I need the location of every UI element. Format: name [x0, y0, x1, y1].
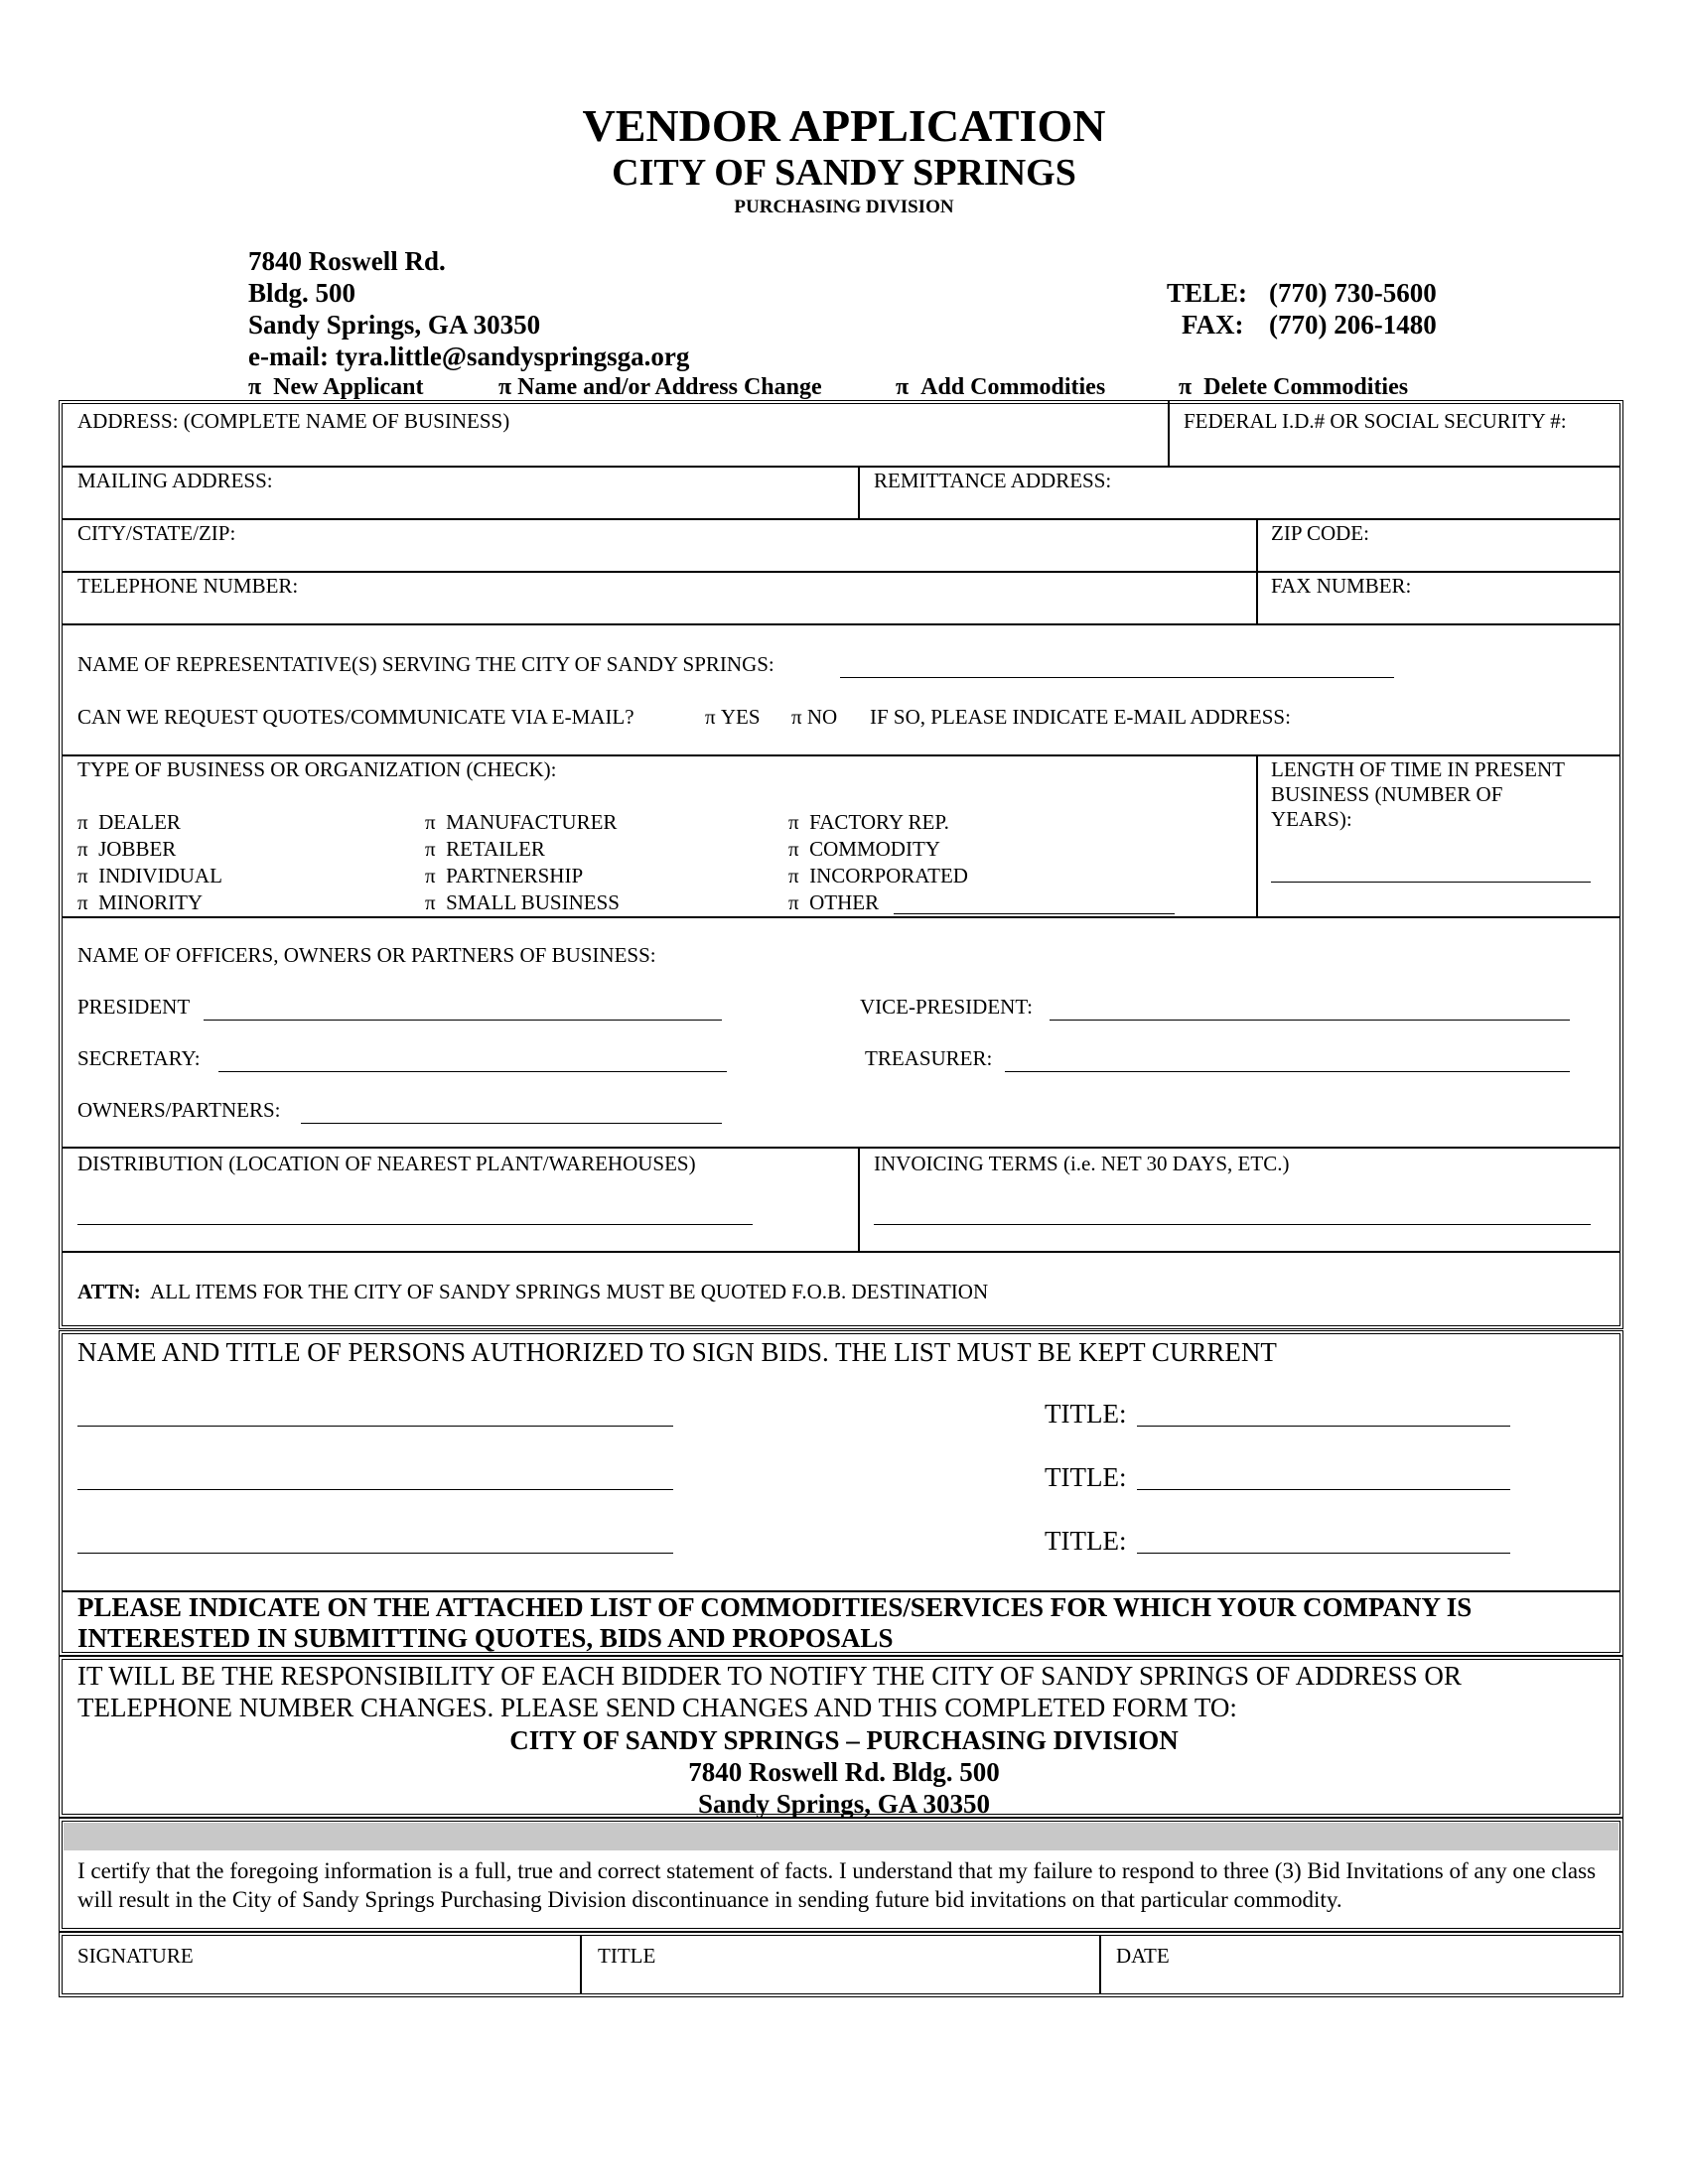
type-partnership[interactable] [425, 864, 583, 888]
checkbox-icon[interactable]: π [425, 837, 436, 861]
checkbox-icon[interactable]: π [425, 810, 436, 834]
type-factory-rep[interactable] [788, 810, 949, 835]
type-commodity[interactable] [788, 837, 940, 862]
divider [580, 1936, 582, 1993]
email-indicate-label: IF SO, PLEASE INDICATE E-MAIL ADDRESS: [870, 705, 1291, 729]
signature-label: SIGNATURE [77, 1944, 194, 1968]
divider [858, 1148, 860, 1252]
option-add-commodities[interactable] [896, 374, 1105, 401]
mail-to-address-1: 7840 Roswell Rd. Bldg. 500 [688, 1757, 1000, 1787]
length-time-label-1: LENGTH OF TIME IN PRESENT [1271, 757, 1565, 781]
telephone-label: TELEPHONE NUMBER: [77, 574, 299, 598]
option-name-change[interactable] [498, 374, 822, 401]
checkbox-icon[interactable]: π [425, 890, 436, 914]
type-label: PARTNERSHIP [446, 864, 584, 887]
secretary-label: SECRETARY: [77, 1046, 201, 1070]
checkbox-icon[interactable]: π [896, 374, 910, 400]
checkbox-icon[interactable]: π [705, 705, 716, 729]
signer-name-line-1[interactable] [77, 1426, 673, 1427]
divider [1099, 1936, 1101, 1993]
form-border-signature [59, 1932, 1623, 1997]
length-time-line[interactable] [1271, 882, 1591, 883]
owners-label: OWNERS/PARTNERS: [77, 1098, 281, 1122]
divider [63, 518, 1619, 520]
attn-notice [77, 1280, 988, 1304]
type-jobber[interactable] [77, 837, 176, 862]
federal-id-label: FEDERAL I.D.# OR SOCIAL SECURITY #: [1184, 409, 1567, 433]
checkbox-icon[interactable]: π [77, 890, 88, 914]
email-yes-option[interactable] [705, 705, 761, 730]
treasurer-line[interactable] [1005, 1071, 1570, 1072]
option-label: NO [806, 705, 838, 729]
signer-title-label-3: TITLE: [1045, 1526, 1127, 1556]
president-label: PRESIDENT [77, 995, 191, 1019]
type-label: OTHER [809, 890, 880, 914]
checkbox-icon[interactable]: π [1179, 374, 1193, 400]
type-small-business[interactable] [425, 890, 620, 915]
divider [63, 1147, 1619, 1149]
divider [1256, 755, 1258, 917]
checkbox-icon[interactable]: π [788, 810, 799, 834]
divider [63, 623, 1619, 625]
business-name-label: ADDRESS: (COMPLETE NAME OF BUSINESS) [77, 409, 510, 433]
checkbox-icon[interactable]: π [77, 837, 88, 861]
type-incorporated[interactable] [788, 864, 968, 888]
division-name: PURCHASING DIVISION [734, 197, 954, 217]
type-label: SMALL BUSINESS [446, 890, 620, 914]
type-label: COMMODITY [809, 837, 940, 861]
checkbox-icon[interactable]: π [77, 810, 88, 834]
signer-title-label-2: TITLE: [1045, 1462, 1127, 1492]
type-manufacturer[interactable] [425, 810, 617, 835]
option-label: Add Commodities [920, 374, 1106, 400]
type-dealer[interactable] [77, 810, 181, 835]
certification-text: I certify that the foregoing information is a full, true and correct statement of facts. I understand that my failure to respond to three (3) Bid Invitations of any one class will result in the City of Sandy Springs Purchasing Division discontinuance in sending future bid invitations on that particular commodity. [77, 1858, 1597, 1912]
secretary-line[interactable] [218, 1071, 727, 1072]
option-label: Name and/or Address Change [517, 374, 822, 400]
tele-value: (770) 730-5600 [1269, 278, 1437, 308]
type-minority[interactable] [77, 890, 203, 915]
contact-email: e-mail: tyra.little@sandyspringsga.org [248, 341, 690, 371]
email-question-label: CAN WE REQUEST QUOTES/COMMUNICATE VIA E-MAIL? [77, 705, 634, 729]
divider [63, 754, 1619, 756]
form-subtitle: CITY OF SANDY SPRINGS [612, 152, 1076, 194]
distribution-label: DISTRIBUTION (LOCATION OF NEAREST PLANT/WAREHOUSES) [77, 1152, 696, 1175]
type-individual[interactable] [77, 864, 222, 888]
option-label: Delete Commodities [1203, 374, 1409, 400]
city-state-zip-label: CITY/STATE/ZIP: [77, 521, 236, 545]
length-time-label-2: BUSINESS (NUMBER OF [1271, 782, 1503, 806]
checkbox-icon[interactable]: π [788, 890, 799, 914]
zip-code-label: ZIP CODE: [1271, 521, 1369, 545]
invoicing-label: INVOICING TERMS (i.e. NET 30 DAYS, ETC.) [874, 1152, 1290, 1175]
business-type-label: TYPE OF BUSINESS OR ORGANIZATION (CHECK): [77, 757, 557, 781]
divider [63, 916, 1619, 918]
mail-to-address-2: Sandy Springs, GA 30350 [697, 1789, 991, 1819]
remittance-address-label: REMITTANCE ADDRESS: [874, 469, 1112, 492]
type-label: INCORPORATED [809, 864, 968, 887]
type-label: DEALER [98, 810, 181, 834]
type-label: FACTORY REP. [809, 810, 949, 834]
form-title: VENDOR APPLICATION [582, 100, 1106, 151]
signer-title-line-1[interactable] [1137, 1426, 1510, 1427]
checkbox-icon[interactable]: π [788, 837, 799, 861]
option-new-applicant[interactable] [248, 374, 424, 401]
checkbox-icon[interactable]: π [248, 374, 262, 400]
divider [858, 467, 860, 519]
signature-date-label: DATE [1116, 1944, 1170, 1968]
type-label: MINORITY [98, 890, 204, 914]
tele-label: TELE: [1167, 278, 1248, 308]
signer-name-line-2[interactable] [77, 1489, 673, 1490]
responsibility-line-1: IT WILL BE THE RESPONSIBILITY OF EACH BIDDER TO NOTIFY THE CITY OF SANDY SPRINGS OF ADDRESS OR [77, 1661, 1462, 1691]
checkbox-icon[interactable]: π [77, 864, 88, 887]
signer-title-line-3[interactable] [1137, 1553, 1510, 1554]
length-time-label-3: YEARS): [1271, 807, 1352, 831]
checkbox-icon[interactable]: π [791, 705, 802, 729]
signer-title-label-1: TITLE: [1045, 1399, 1127, 1429]
divider [63, 571, 1619, 573]
responsibility-line-2: TELEPHONE NUMBER CHANGES. PLEASE SEND CHANGES AND THIS COMPLETED FORM TO: [77, 1693, 1237, 1722]
gray-separator-bar [64, 1823, 1618, 1850]
commodities-notice-line-1: PLEASE INDICATE ON THE ATTACHED LIST OF COMMODITIES/SERVICES FOR WHICH YOUR COMPANY IS [77, 1592, 1473, 1622]
signature-title-label: TITLE [598, 1944, 656, 1968]
mail-to-name: CITY OF SANDY SPRINGS – PURCHASING DIVISION [509, 1725, 1179, 1755]
type-label: INDIVIDUAL [98, 864, 222, 887]
distribution-line[interactable] [77, 1224, 753, 1225]
treasurer-label: TREASURER: [865, 1046, 993, 1070]
type-other[interactable] [788, 890, 879, 915]
checkbox-icon[interactable]: π [498, 374, 512, 400]
signer-title-line-2[interactable] [1137, 1489, 1510, 1490]
representative-line[interactable] [840, 677, 1394, 678]
invoicing-line[interactable] [874, 1224, 1591, 1225]
type-label: RETAILER [446, 837, 545, 861]
officers-heading: NAME OF OFFICERS, OWNERS OR PARTNERS OF BUSINESS: [77, 943, 656, 967]
divider [63, 1251, 1619, 1253]
authorized-heading: NAME AND TITLE OF PERSONS AUTHORIZED TO SIGN BIDS. THE LIST MUST BE KEPT CURRENT [77, 1337, 1277, 1367]
president-line[interactable] [204, 1020, 722, 1021]
fax-label: FAX: [1182, 310, 1244, 340]
checkbox-icon[interactable]: π [425, 864, 436, 887]
option-label: YES [720, 705, 761, 729]
vice-president-line[interactable] [1050, 1020, 1570, 1021]
representative-label: NAME OF REPRESENTATIVE(S) SERVING THE CITY OF SANDY SPRINGS: [77, 652, 774, 676]
type-label: JOBBER [98, 837, 177, 861]
divider [1168, 400, 1170, 467]
fax-number-label: FAX NUMBER: [1271, 574, 1412, 598]
attn-text: ALL ITEMS FOR THE CITY OF SANDY SPRINGS MUST BE QUOTED F.O.B. DESTINATION [150, 1280, 989, 1303]
address-line-1: 7840 Roswell Rd. [248, 246, 446, 276]
vice-president-label: VICE-PRESIDENT: [860, 995, 1033, 1019]
divider [63, 466, 1619, 468]
commodities-notice-line-2: INTERESTED IN SUBMITTING QUOTES, BIDS AND PROPOSALS [77, 1623, 894, 1653]
signer-name-line-3[interactable] [77, 1553, 673, 1554]
fax-value: (770) 206-1480 [1269, 310, 1437, 340]
type-label: MANUFACTURER [446, 810, 618, 834]
divider [1256, 519, 1258, 624]
checkbox-icon[interactable]: π [788, 864, 799, 887]
address-line-3: Sandy Springs, GA 30350 [248, 310, 541, 340]
option-label: New Applicant [273, 374, 424, 400]
address-line-2: Bldg. 500 [248, 278, 356, 308]
mailing-address-label: MAILING ADDRESS: [77, 469, 273, 492]
type-retailer[interactable] [425, 837, 545, 862]
option-delete-commodities[interactable] [1179, 374, 1408, 401]
owners-line[interactable] [301, 1123, 722, 1124]
email-no-option[interactable] [791, 705, 837, 730]
other-type-line[interactable] [894, 913, 1175, 914]
attn-label: ATTN: [77, 1280, 141, 1303]
